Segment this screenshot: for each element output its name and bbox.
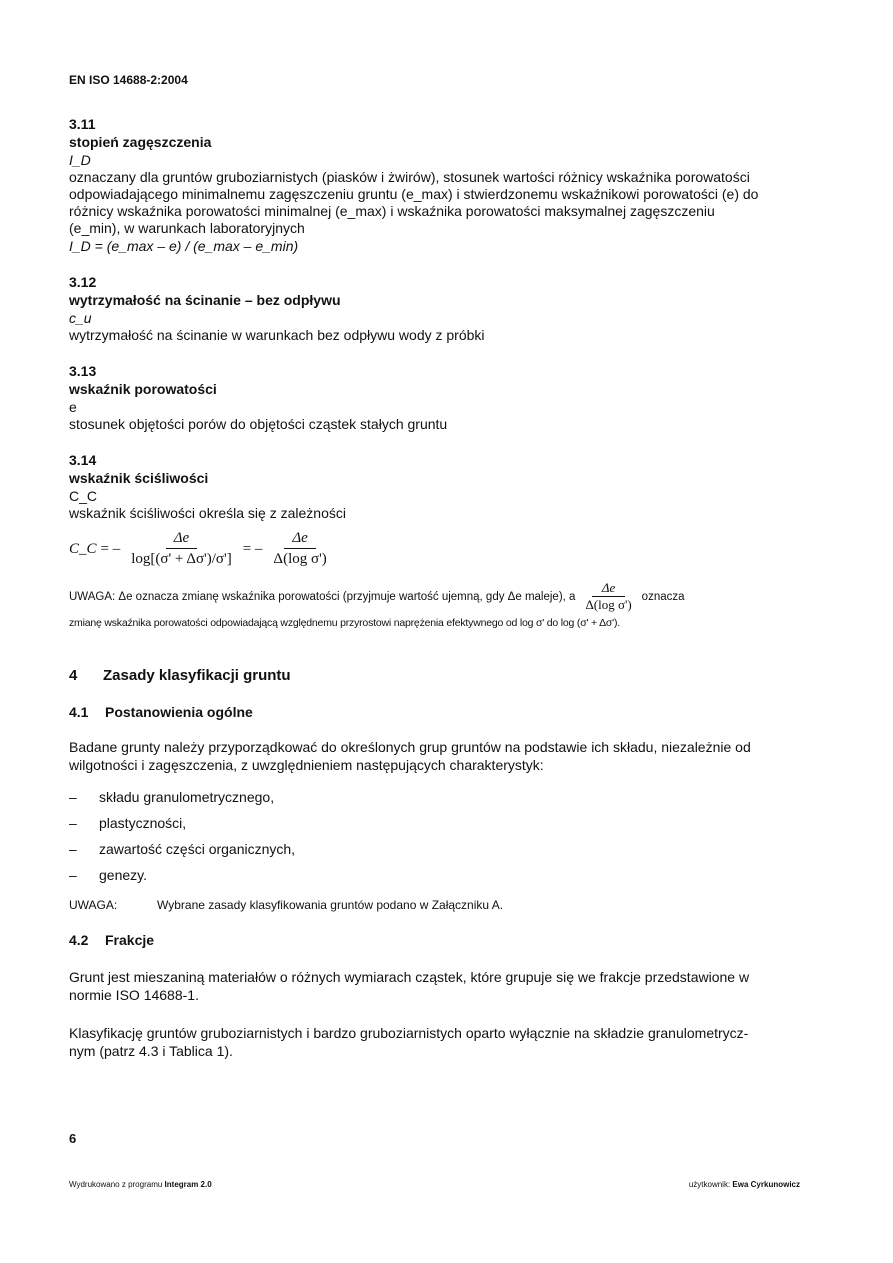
fraction-denominator: log[(σ' + Δσ')/σ'] [131, 551, 232, 567]
definition-symbol: c_u [69, 310, 92, 326]
footer-printed-by: Wydrukowano z programu Integram 2.0 [69, 1180, 212, 1189]
note-fraction [585, 580, 631, 613]
definition-number: 3.12 [69, 274, 97, 290]
note-fraction-denominator: Δ(log σ') [585, 597, 632, 612]
note-text: Wybrane zasady klasyfikowania gruntów podano w Załączniku A. [157, 898, 504, 912]
note-delta-e [69, 580, 769, 631]
section-4-heading [69, 667, 769, 684]
definition-number: 3.14 [69, 452, 97, 468]
equation-fraction-2 [269, 530, 330, 568]
definition-3-12 [69, 273, 769, 344]
paragraph: Klasyfikację gruntów gruboziarnistych i bardzo gruboziarnistych oparto wyłącznie na składzie granulometrycz-nym (patrz 4.3 i Tablica 1). [69, 1025, 749, 1059]
definition-number: 3.13 [69, 363, 97, 379]
definition-symbol: I_D [69, 152, 91, 168]
definition-3-11 [69, 115, 769, 255]
definition-symbol: e [69, 399, 77, 415]
list-item: – genezy. [69, 867, 147, 883]
footer-user: użytkownik: Ewa Cyrkunowicz [688, 1180, 800, 1189]
list-item: – zawartość części organicznych, [69, 841, 296, 857]
definition-formula: I_D = (e_max – e) / (e_max – e_min) [69, 238, 299, 254]
fraction-numerator: Δe [166, 530, 197, 549]
definition-title: wskaźnik ściśliwości [69, 470, 209, 486]
definition-3-14 [69, 451, 769, 522]
note-label: UWAGA: [69, 898, 118, 912]
list-item: – plastyczności, [69, 815, 187, 831]
equation-fraction-1 [127, 530, 235, 568]
note-text-start: UWAGA: Δe oznacza zmianę wskaźnika porowatości (przyjmuje wartość ujemną, gdy Δe maleje), a [69, 590, 576, 603]
definition-symbol: C_C [69, 488, 98, 504]
subsection-title: Frakcje [105, 932, 155, 948]
equation-lhs: C_C [69, 540, 97, 557]
definition-text: wskaźnik ściśliwości określa się z zależności [69, 505, 346, 521]
subsection-number: 4.2 [69, 932, 89, 948]
equation-equals-minus: = – [242, 540, 263, 557]
subsection-number: 4.1 [69, 704, 89, 720]
section-title: Zasady klasyfikacji gruntu [103, 667, 291, 684]
definition-text: stosunek objętości porów do objętości cząstek stałych gruntu [69, 416, 448, 432]
subsection-4-1-heading [69, 704, 769, 720]
note-text-continued: zmianę wskaźnika porowatości odpowiadającą względnemu przyrostowi naprężenia efektywnego od log σ' do log (σ' + Δσ'). [69, 617, 620, 629]
equation-equals-minus: = – [100, 540, 121, 557]
subsection-title: Postanowienia ogólne [105, 704, 253, 720]
compression-index-equation [69, 530, 769, 568]
paragraph: Badane grunty należy przyporządkować do określonych grup gruntów na podstawie ich składu, niezależnie od wilgotności i zagęszczenia, z uwzględnieniem następujących charakterystyk: [69, 739, 751, 773]
characteristics-list [69, 788, 769, 884]
note-fraction-numerator: Δe [592, 580, 625, 597]
fraction-numerator: Δe [284, 530, 315, 549]
definition-text: oznaczany dla gruntów gruboziarnistych (piasków i żwirów), stosunek wartości różnicy wskaźnika porowatości odpowiadającego minimalnemu zagęszczeniu gruntu (e_max) i stwierdzonemu wskaźnikowi porowatości (e) do różnicy wskaźnika porowatości minimalnej (e_max) i wskaźnika porowatości maksymalnej zagęszczeniu (e_min), w warunkach laboratoryjnych [69, 169, 759, 236]
definition-title: wskaźnik porowatości [69, 381, 217, 397]
paragraph: Grunt jest mieszaniną materiałów o różnych wymiarach cząstek, które grupuje się we frakcje przedstawione w normie ISO 14688-1. [69, 969, 750, 1003]
list-item: – składu granulometrycznego, [69, 789, 275, 805]
page-number: 6 [69, 1131, 77, 1146]
document-id: EN ISO 14688-2:2004 [69, 73, 188, 87]
definition-title: stopień zagęszczenia [69, 134, 212, 150]
note-annex-a [69, 898, 769, 912]
note-text-end: oznacza [641, 590, 685, 603]
fraction-denominator: Δ(log σ') [273, 551, 327, 567]
subsection-4-2-heading [69, 932, 769, 948]
definition-title: wytrzymałość na ścinanie – bez odpływu [69, 292, 341, 308]
definition-number: 3.11 [69, 116, 96, 132]
definition-text: wytrzymałość na ścinanie w warunkach bez odpływu wody z próbki [69, 327, 485, 343]
section-number: 4 [69, 667, 78, 684]
page-content [69, 115, 769, 1060]
definition-3-13 [69, 362, 769, 433]
